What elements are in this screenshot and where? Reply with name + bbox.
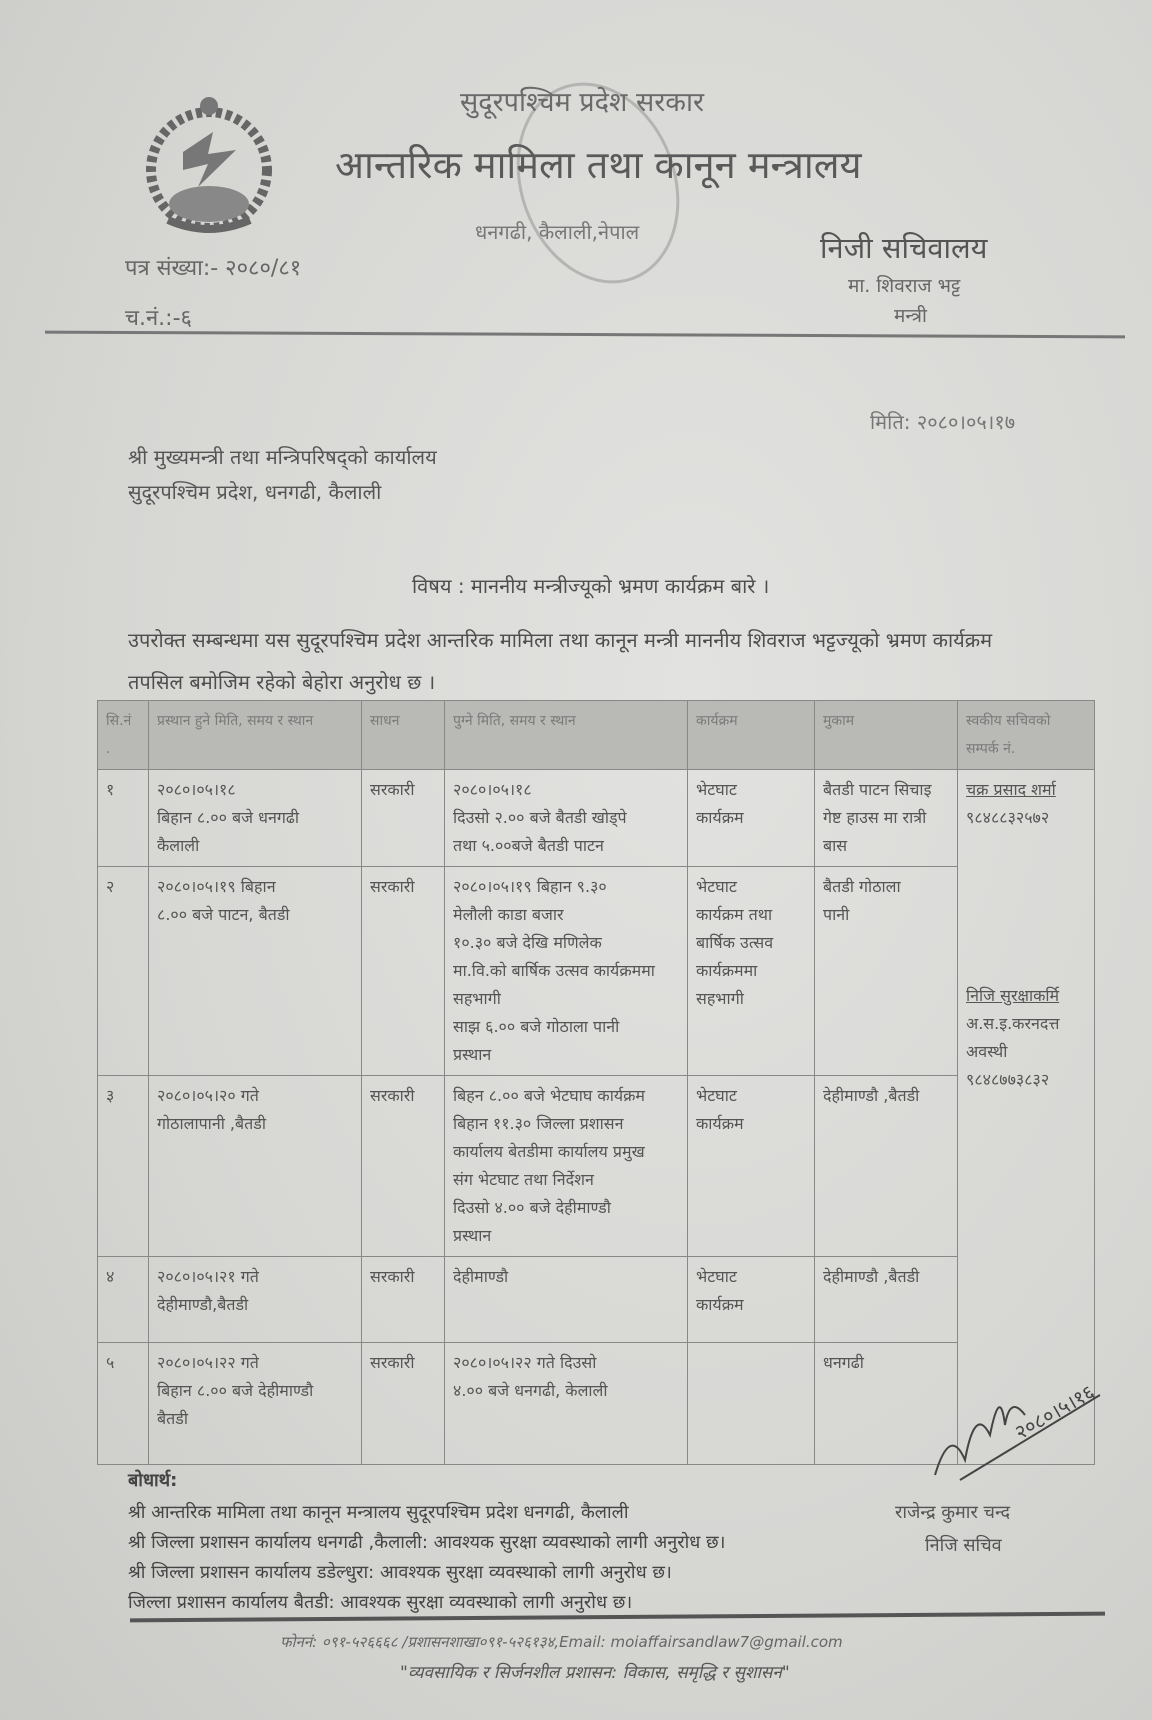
office-name: निजी सचिवालय xyxy=(820,231,988,265)
cell-sn: ५ xyxy=(98,1343,149,1465)
header-stay: मुकाम xyxy=(815,701,958,770)
cell-departure: २०८०।०५।२१ गते देहीमाण्डौ,बैतडी xyxy=(149,1257,362,1343)
cell-sn: १ xyxy=(98,770,149,867)
footer-slogan: "व्यवसायिक र सिर्जनशील प्रशासन: विकास, समृद्धि र सुशासन" xyxy=(400,1663,790,1683)
cell-program: भेटघाट कार्यक्रम xyxy=(688,1257,815,1343)
recipient-line-2: सुदूरपश्चिम प्रदेश, धनगढी, कैलाली xyxy=(128,480,382,504)
cell-program: भेटघाट कार्यक्रम xyxy=(688,770,815,867)
header-divider xyxy=(45,331,1125,339)
cc-label: बोधार्थ: xyxy=(128,1470,178,1491)
cell-stay: बैतडी पाटन सिचाइ गेष्ट हाउस मा रात्री बास xyxy=(815,770,958,867)
cell-program: भेटघाट कार्यक्रम तथा बार्षिक उत्सव कार्यक्रममा सहभागी xyxy=(688,867,815,1076)
cc-item: श्री आन्तरिक मामिला तथा कानून मन्त्रालय सुदूरपश्चिम प्रदेश धनगढी, कैलाली xyxy=(128,1502,629,1523)
security-phone: ९८४८७७३८३२ xyxy=(966,1070,1050,1089)
minister-title: मन्त्री xyxy=(894,305,927,327)
body-line-2: तपसिल बमोजिम रहेको बेहोरा अनुरोध छ । xyxy=(128,670,436,694)
secretary-phone: ९८४८८३२५७२ xyxy=(966,808,1050,827)
cc-item: जिल्ला प्रशासन कार्यालय बैतडी: आवश्यक सुरक्षा व्यवस्थाको लागी अनुरोध छ। xyxy=(128,1592,633,1613)
cell-departure: २०८०।०५।१९ बिहान ८.०० बजे पाटन, बैतडी xyxy=(149,867,362,1076)
dispatch-number: च.नं.:-६ xyxy=(125,306,192,331)
cell-departure: २०८०।०५।१८ बिहान ८.०० बजे धनगढी कैलाली xyxy=(149,770,362,867)
header-contact: स्वकीय सचिवको सम्पर्क नं. xyxy=(958,701,1095,770)
minister-name: मा. शिवराज भट्ट xyxy=(848,275,961,297)
itinerary-table xyxy=(97,700,1095,1465)
signatory-title: निजि सचिव xyxy=(925,1535,1002,1556)
secretary-name: चक्र प्रसाद शर्मा xyxy=(966,780,1056,799)
table-row xyxy=(98,770,1095,867)
security-name: अ.स.इ.करनदत्त अवस्थी xyxy=(966,1014,1060,1061)
cell-stay: धनगढी xyxy=(815,1343,958,1465)
table-row xyxy=(98,1257,1095,1343)
cell-sn: ३ xyxy=(98,1076,149,1257)
header-vehicle: साधन xyxy=(362,701,445,770)
header-program: कार्यक्रम xyxy=(688,701,815,770)
header-arrival: पुग्ने मिति, समय र स्थान xyxy=(445,701,688,770)
cell-stay: देहीमाण्डौ ,बैतडी xyxy=(815,1076,958,1257)
cell-arrival: २०८०।०५।२२ गते दिउसो ४.०० बजे धनगढी, केलाली xyxy=(445,1343,688,1465)
cell-arrival: २०८०।०५।१८ दिउसो २.०० बजे बैतडी खोड्पे तथा ५.००बजे बैतडी पाटन xyxy=(445,770,688,867)
signature-date: २०८०।५।१६ xyxy=(1010,1379,1099,1445)
body-line-1: उपरोक्त सम्बन्धमा यस सुदूरपश्चिम प्रदेश आन्तरिक मामिला तथा कानून मन्त्री माननीय शिवराज भट्टज्यूको भ्रमण कार्यक्रम xyxy=(128,628,993,652)
cell-vehicle: सरकारी xyxy=(362,1257,445,1343)
table-row xyxy=(98,1076,1095,1257)
table-row xyxy=(98,867,1095,1076)
cell-stay: देहीमाण्डौ ,बैतडी xyxy=(815,1257,958,1343)
security-label: निजि सुरक्षाकर्मि xyxy=(966,986,1060,1005)
cell-departure: २०८०।०५।२० गते गोठालापानी ,बैतडी xyxy=(149,1076,362,1257)
government-name: सुदूरपश्चिम प्रदेश सरकार xyxy=(460,87,705,118)
nepal-emblem-logo xyxy=(138,92,280,238)
footer-contact: फोननं: ०९१-५२६६६८ /प्रशासनशाखा०९१-५२६१३४,Email: moiaffairsandlaw7@gmail.com xyxy=(280,1633,843,1651)
cell-vehicle: सरकारी xyxy=(362,1076,445,1257)
cc-item: श्री जिल्ला प्रशासन कार्यालय धनगढी ,कैलाली: आवश्यक सुरक्षा व्यवस्थाको लागी अनुरोध छ। xyxy=(128,1532,726,1553)
ministry-location: धनगढी, कैलाली,नेपाल xyxy=(475,220,640,244)
cell-program xyxy=(688,1343,815,1465)
cell-arrival: देहीमाण्डौ xyxy=(445,1257,688,1343)
cell-arrival: बिहन ८.०० बजे भेटघाघ कार्यक्रम बिहान ११.३० जिल्ला प्रशासन कार्यालय बेतडीमा कार्यालय प्रमुख संग भेटघाट तथा निर्देशन दिउसो ४.०० बजे देहीमाण्डौ प्रस्थान xyxy=(445,1076,688,1257)
recipient-line-1: श्री मुख्यमन्त्री तथा मन्त्रिपरिषद्को कार्यालय xyxy=(128,445,437,469)
cell-departure: २०८०।०५।२२ गते बिहान ८.०० बजे देहीमाण्डौ बैतडी xyxy=(149,1343,362,1465)
cell-stay: बैतडी गोठाला पानी xyxy=(815,867,958,1076)
cell-vehicle: सरकारी xyxy=(362,770,445,867)
cell-sn: २ xyxy=(98,867,149,1076)
ministry-name: आन्तरिक मामिला तथा कानून मन्त्रालय xyxy=(335,143,862,187)
cc-item: श्री जिल्ला प्रशासन कार्यालय डडेल्धुरा: आवश्यक सुरक्षा व्यवस्थाको लागी अनुरोध छ। xyxy=(128,1562,672,1583)
signatory-name: राजेन्द्र कुमार चन्द xyxy=(895,1502,1011,1523)
handwritten-signature xyxy=(930,1365,1110,1485)
cell-contacts xyxy=(958,770,1095,1465)
header-sn: सि.नं . xyxy=(98,701,149,770)
cell-arrival: २०८०।०५।१९ बिहान ९.३० मेलौली काडा बजार १०.३० बजे देखि मणिलेक मा.वि.को बार्षिक उत्सव कार्यक्रममा सहभागी साझ ६.०० बजे गोठाला पानी प्रस्थान xyxy=(445,867,688,1076)
header-departure: प्रस्थान हुने मिति, समय र स्थान xyxy=(149,701,362,770)
cell-vehicle: सरकारी xyxy=(362,1343,445,1465)
cell-program: भेटघाट कार्यक्रम xyxy=(688,1076,815,1257)
cell-sn: ४ xyxy=(98,1257,149,1343)
letter-date: मिति: २०८०।०५।१७ xyxy=(870,410,1016,434)
letter-number: पत्र संख्या:- २०८०/८१ xyxy=(125,256,302,281)
subject-line: विषय : माननीय मन्त्रीज्यूको भ्रमण कार्यक्रम बारे । xyxy=(412,574,770,598)
table-header-row xyxy=(98,701,1095,770)
cell-vehicle: सरकारी xyxy=(362,867,445,1076)
